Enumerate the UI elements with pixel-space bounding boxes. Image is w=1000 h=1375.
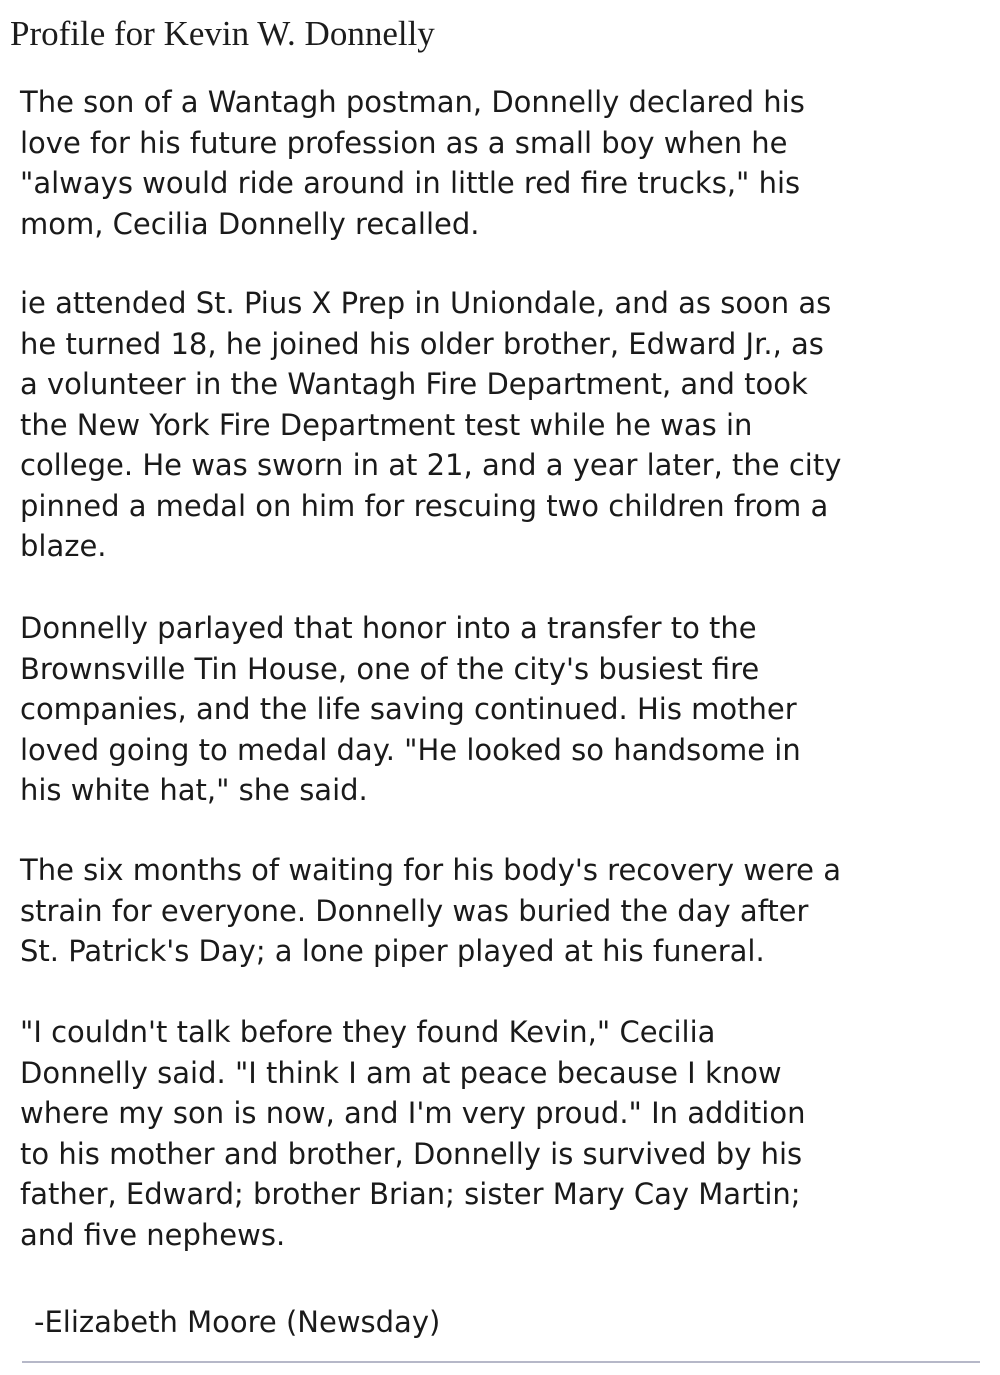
paragraph-line: a volunteer in the Wantagh Fire Department, and took [20, 367, 808, 401]
paragraph-line: and five nephews. [20, 1217, 286, 1252]
paragraph-4 [20, 850, 841, 972]
paragraph-5 [20, 1012, 805, 1255]
paragraph-line: to his mother and brother, Donnelly is survived by his [20, 1136, 803, 1171]
paragraph-line: St. Patrick's Day; a lone piper played at his funeral. [20, 934, 765, 968]
paragraph-line: Brownsville Tin House, one of the city's busiest fire [20, 651, 760, 686]
page-title: Profile for Kevin W. Donnelly [10, 14, 435, 53]
paragraph-line: pinned a medal on him for rescuing two children from a [20, 488, 829, 523]
paragraph-line: The son of a Wantagh postman, Donnelly declared his [20, 85, 805, 119]
paragraph-line: where my son is now, and I'm very proud." In addition [20, 1096, 806, 1130]
paragraph-line: love for his future profession as a small boy when he [20, 125, 788, 160]
paragraph-line: mom, Cecilia Donnelly recalled. [20, 206, 480, 241]
paragraph-line: the New York Fire Department test while he was in [20, 407, 753, 442]
paragraph-line: "always would ride around in little red fire trucks," his [20, 166, 801, 200]
horizontal-rule [22, 1361, 980, 1363]
paragraph-line: Donnelly said. "I think I am at peace because I know [20, 1055, 782, 1090]
paragraph-line: loved going to medal day. "He looked so handsome in [20, 732, 801, 767]
paragraph-line: companies, and the life saving continued. His mother [20, 692, 797, 726]
paragraph-line: ie attended St. Pius X Prep in Uniondale, and as soon as [20, 286, 832, 320]
paragraph-line: father, Edward; brother Brian; sister Mary Cay Martin; [20, 1177, 801, 1211]
paragraph-3 [20, 608, 801, 811]
paragraph-line: strain for everyone. Donnelly was buried the day after [20, 893, 809, 928]
paragraph-line: blaze. [20, 529, 107, 563]
paragraph-line: he turned 18, he joined his older brother, Edward Jr., as [20, 326, 824, 361]
paragraph-1 [20, 82, 805, 244]
paragraph-line: The six months of waiting for his body's recovery were a [20, 853, 841, 887]
paragraph-line: Donnelly parlayed that honor into a transfer to the [20, 611, 757, 645]
paragraph-2 [20, 283, 841, 567]
paragraph-line: his white hat," she said. [20, 773, 368, 807]
paragraph-line: college. He was sworn in at 21, and a year later, the city [20, 448, 842, 482]
paragraph-line: "I couldn't talk before they found Kevin," Cecilia [20, 1015, 716, 1049]
byline: -Elizabeth Moore (Newsday) [34, 1305, 441, 1339]
